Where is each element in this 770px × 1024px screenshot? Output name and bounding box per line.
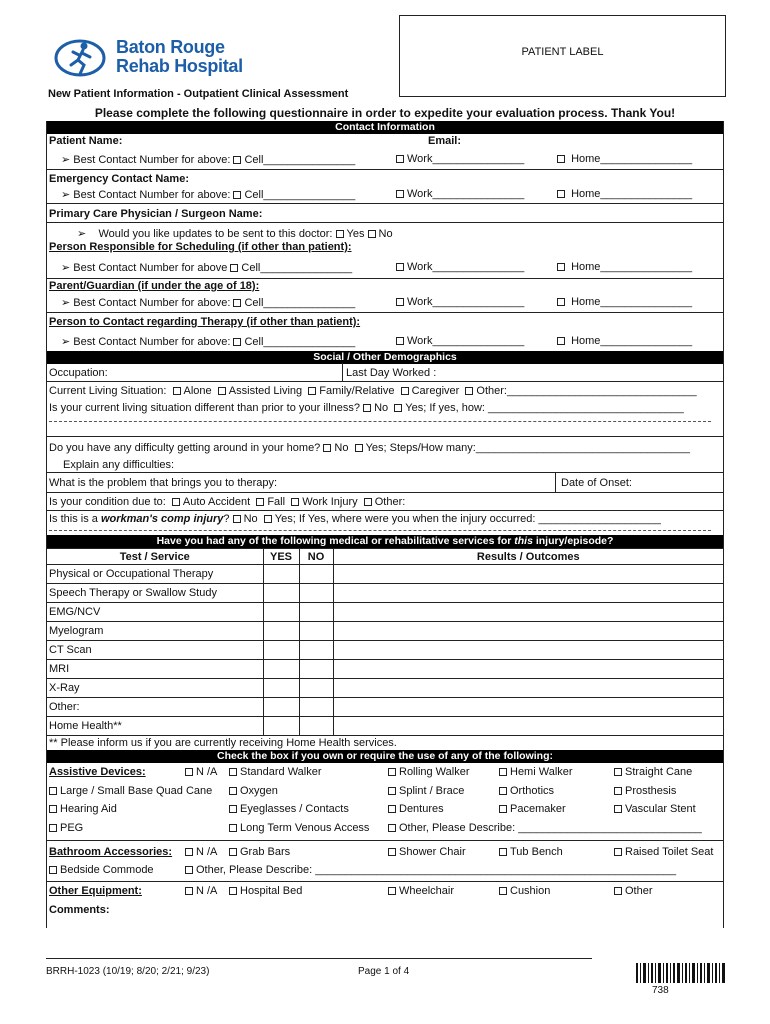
home-field[interactable]: Home_______________: [571, 261, 693, 273]
no-label: No: [378, 228, 393, 240]
na-checkbox[interactable]: [185, 768, 193, 776]
hospital-bed-checkbox[interactable]: [229, 887, 237, 895]
no-cell[interactable]: [299, 679, 333, 698]
no-cell[interactable]: [299, 698, 333, 717]
standard-walker-checkbox[interactable]: [229, 768, 237, 776]
work-field[interactable]: Work_______________: [407, 335, 525, 347]
item-label: Standard Walker: [240, 766, 322, 778]
living-situation-label: Current Living Situation:: [49, 385, 167, 397]
service-name: Other:: [47, 698, 263, 717]
therapy-contact-label: Person to Contact regarding Therapy (if other than patient):: [49, 316, 361, 328]
contact-heading: Contact Information: [47, 121, 723, 134]
home-field[interactable]: Home_______________: [571, 153, 693, 165]
hospital-logo: [54, 38, 264, 80]
patient-label-box: PATIENT LABEL: [399, 15, 726, 97]
raised-toilet-seat-checkbox[interactable]: [614, 848, 622, 856]
yes-cell[interactable]: [263, 565, 299, 584]
item-label: Dentures: [399, 803, 444, 815]
item-label: Vascular Stent: [625, 803, 696, 815]
services-heading-text: Have you had any of the following medical or rehabilitative services for: [156, 535, 515, 547]
last-day-worked-label: Last Day Worked :: [346, 367, 437, 379]
item-label: Orthotics: [510, 785, 555, 797]
service-name: X-Ray: [47, 679, 263, 698]
how-field[interactable]: Yes; If yes, how: ________________________________: [405, 402, 684, 414]
wc-where-field[interactable]: Yes; If Yes, where were you when the injury occurred: ____________________: [274, 513, 661, 525]
yes-cell[interactable]: [263, 717, 299, 736]
results-cell[interactable]: [333, 565, 723, 584]
home-checkbox[interactable]: [557, 190, 565, 198]
option-label: Caregiver: [411, 385, 460, 397]
item-label: Long Term Venous Access: [240, 822, 370, 834]
other-checkbox[interactable]: [465, 387, 473, 395]
results-cell[interactable]: [333, 622, 723, 641]
no-checkbox[interactable]: [323, 444, 331, 452]
email-label: Email:: [428, 135, 462, 147]
problem-label[interactable]: What is the problem that brings you to therapy:: [49, 477, 278, 489]
splint-checkbox[interactable]: [388, 787, 396, 795]
alone-checkbox[interactable]: [173, 387, 181, 395]
cell-checkbox[interactable]: [233, 299, 241, 307]
tub-bench-checkbox[interactable]: [499, 848, 507, 856]
item-label: Pacemaker: [510, 803, 566, 815]
best-contact-label: Best Contact Number for above:: [73, 336, 231, 348]
no-cell[interactable]: [299, 584, 333, 603]
home-field[interactable]: Home_______________: [571, 188, 693, 200]
item-label: PEG: [60, 822, 84, 834]
col-no: NO: [299, 549, 333, 565]
instructions: Please complete the following questionnaire in order to expedite your evaluation process. Thank You!: [94, 106, 676, 120]
pcp-label: Primary Care Physician / Surgeon Name:: [49, 208, 263, 220]
work-field[interactable]: Work_______________: [407, 261, 525, 273]
service-name: Physical or Occupational Therapy: [47, 565, 263, 584]
na-checkbox[interactable]: [185, 848, 193, 856]
onset-label[interactable]: Date of Onset:: [561, 477, 632, 489]
service-name: MRI: [47, 660, 263, 679]
logo-line-2: Rehab Hospital: [116, 56, 243, 76]
other-living-field[interactable]: Other:_______________________________: [476, 385, 697, 397]
hemi-walker-checkbox[interactable]: [499, 768, 507, 776]
cell-field[interactable]: Cell_______________: [241, 262, 353, 274]
assessment-form: Contact Information Patient Name: Email: ➢ Best Contact Number for above: Cell_______________ Work_______________ Home_______________ Emergency Contact Name: ➢ Best Contact Number for above: Cell_______________ Work_______________ Home_______________ Primary Care Physician / Surgeon Name: ➢ Would you like updates to be sent to this doctor: Yes No Person Responsible for Scheduling (if other than patient): ➢ Best Contact Number for above Cell_______________ Work_______________ Home_______________ Parent/Guardian (if under the age of 18): ➢ Best Contact Number for above: Cell_______________ Work_______________ Home_______________ Person to Contact regarding Therapy (if other than patient): ➢ Best Contact Number for above: Cell_______________ Work_______________ Home_______________ Social / Other Demographics Occupation: Last Day Worked : Current Living Situation: Alone Assisted Living Family/Relative Caregiver Other:_______________________________ Is your current living situation different than prior to your illness? No Yes; If yes, how: ________________________________ Do you have any difficulty getting around in your home? No Yes; Steps/How many:___________________________________ Explain any difficulties: What is the problem that brings you to therapy: Date of Onset: Is your condition due to: Auto Accident Fall Work Injury Other: Is this is a workman's comp injury? No Yes; If Yes, where were you when the injury occurred: ____________________ Have you had any of the following medical or rehabilitative services for this injury/episode? Test / Service YES NO Results / Outcomes Physical or Occupational Therapy Speech Therapy or Swallow Study EMG/NCV Myelogram CT Scan MRI X-Ray Other: Home Health** ** Please inform us if you are currently receiving Home Health services. Check the box if you own or require the use of any of the following: Assistive Devices: N /A Standard Walker Rolling Walker Hemi Walker Straight Cane Large / Small Base Quad Cane Oxygen Splint / Brace Orthotics Prosthesis Hearing Aid Eyeglasses / Contacts Dentures Pacemaker Vascular Stent PEG Long Term Venous Access Other, Please Describe: ______________________________ Bathroom Accessories: N /A Grab Bars Shower Chair Tub Bench Raised Toilet Seat Bedside Commode Other, Please Describe: ___________________________________________________________ Other Equipment: N /A Hospital Bed Wheelchair Cushion Other Comments:: [46, 121, 724, 928]
hearing-aid-checkbox[interactable]: [49, 805, 57, 813]
home-checkbox[interactable]: [557, 298, 565, 306]
other-equipment-label: Other Equipment:: [49, 885, 142, 897]
item-label: Splint / Brace: [399, 785, 465, 797]
page-number: Page 1 of 4: [358, 966, 410, 977]
table-row: [47, 622, 723, 641]
difficulty-question: Do you have any difficulty getting around in your home?: [49, 442, 321, 454]
barcode-number: 738: [652, 985, 669, 996]
option-label: Work Injury: [302, 496, 358, 508]
yes-label: Yes: [346, 228, 365, 240]
caregiver-checkbox[interactable]: [401, 387, 409, 395]
answer-line[interactable]: [49, 421, 711, 422]
home-field[interactable]: Home_______________: [571, 335, 693, 347]
no-cell[interactable]: [299, 565, 333, 584]
best-contact-label: Best Contact Number for above: [73, 262, 228, 274]
no-label: No: [243, 513, 258, 525]
item-label: Hospital Bed: [240, 885, 303, 897]
other-assistive-field[interactable]: Other, Please Describe: ______________________________: [399, 822, 702, 834]
table-row: [47, 584, 723, 603]
col-test-service: Test / Service: [47, 549, 263, 565]
work-checkbox[interactable]: [396, 298, 404, 306]
venous-access-checkbox[interactable]: [229, 824, 237, 832]
no-cell[interactable]: [299, 660, 333, 679]
yes-checkbox[interactable]: [394, 404, 402, 412]
service-name: Home Health**: [47, 717, 263, 736]
runner-logo-icon: [54, 38, 110, 78]
cell-checkbox[interactable]: [230, 264, 238, 272]
prosthesis-checkbox[interactable]: [614, 787, 622, 795]
yes-cell[interactable]: [263, 584, 299, 603]
orthotics-checkbox[interactable]: [499, 787, 507, 795]
patient-name-label: Patient Name:: [49, 135, 123, 147]
home-field[interactable]: Home_______________: [571, 296, 693, 308]
oxygen-checkbox[interactable]: [229, 787, 237, 795]
living-diff-question: Is your current living situation different than prior to your illness?: [49, 402, 361, 414]
yes-cell[interactable]: [263, 622, 299, 641]
updates-no-checkbox[interactable]: [368, 230, 376, 238]
shower-chair-checkbox[interactable]: [388, 848, 396, 856]
item-label: Large / Small Base Quad Cane: [60, 785, 213, 797]
home-health-note: ** Please inform us if you are currently receiving Home Health services.: [49, 737, 397, 749]
other-assistive-checkbox[interactable]: [388, 824, 396, 832]
wc-emphasis: workman's comp injury: [100, 513, 224, 525]
cell-field[interactable]: Cell_______________: [244, 336, 356, 348]
no-cell[interactable]: [299, 641, 333, 660]
no-cell[interactable]: [299, 622, 333, 641]
home-checkbox[interactable]: [557, 263, 565, 271]
col-yes: YES: [263, 549, 299, 565]
rolling-walker-checkbox[interactable]: [388, 768, 396, 776]
cell-checkbox[interactable]: [233, 338, 241, 346]
services-heading-em: this: [514, 535, 533, 547]
scheduling-person-label: Person Responsible for Scheduling (if other than patient):: [49, 241, 352, 253]
work-checkbox[interactable]: [396, 190, 404, 198]
best-contact-label: Best Contact Number for above:: [73, 189, 231, 201]
peg-checkbox[interactable]: [49, 824, 57, 832]
home-checkbox[interactable]: [557, 155, 565, 163]
fall-checkbox[interactable]: [256, 498, 264, 506]
bathroom-accessories-label: Bathroom Accessories:: [49, 846, 173, 858]
yes-cell[interactable]: [263, 698, 299, 717]
results-cell[interactable]: [333, 660, 723, 679]
divider: [46, 958, 592, 959]
option-label: Auto Accident: [182, 496, 251, 508]
answer-line[interactable]: [49, 530, 711, 531]
other-bath-field[interactable]: Other, Please Describe: ___________________________________________________________: [196, 864, 677, 876]
wheelchair-checkbox[interactable]: [388, 887, 396, 895]
grab-bars-checkbox[interactable]: [229, 848, 237, 856]
cell-field[interactable]: Cell_______________: [244, 297, 356, 309]
work-checkbox[interactable]: [396, 155, 404, 163]
updates-question: Would you like updates to be sent to this doctor:: [98, 228, 333, 240]
item-label: Shower Chair: [399, 846, 466, 858]
steps-field[interactable]: Yes; Steps/How many:___________________________________: [365, 442, 690, 454]
results-cell[interactable]: [333, 698, 723, 717]
work-field[interactable]: Work_______________: [407, 296, 525, 308]
work-checkbox[interactable]: [396, 263, 404, 271]
home-checkbox[interactable]: [557, 337, 565, 345]
results-cell[interactable]: [333, 641, 723, 660]
option-label: Assisted Living: [228, 385, 303, 397]
table-row: [47, 565, 723, 584]
results-cell[interactable]: [333, 584, 723, 603]
no-cell[interactable]: [299, 603, 333, 622]
item-label: Tub Bench: [510, 846, 563, 858]
option-label: Fall: [267, 496, 286, 508]
no-checkbox[interactable]: [363, 404, 371, 412]
service-name: Myelogram: [47, 622, 263, 641]
family-checkbox[interactable]: [308, 387, 316, 395]
na-checkbox[interactable]: [185, 887, 193, 895]
comments-area[interactable]: [47, 901, 723, 928]
table-row: [47, 641, 723, 660]
item-label: Straight Cane: [625, 766, 693, 778]
no-label: No: [374, 402, 389, 414]
item-label: Hearing Aid: [60, 803, 117, 815]
dentures-checkbox[interactable]: [388, 805, 396, 813]
emergency-contact-label: Emergency Contact Name:: [49, 173, 189, 185]
cell-field[interactable]: Cell_______________: [244, 154, 356, 166]
item-label: Bedside Commode: [60, 864, 154, 876]
work-field[interactable]: Work_______________: [407, 153, 525, 165]
updates-yes-checkbox[interactable]: [336, 230, 344, 238]
results-cell[interactable]: [333, 679, 723, 698]
services-table: [47, 548, 723, 736]
wc-question: Is this is a: [49, 513, 101, 525]
no-label: No: [334, 442, 349, 454]
results-cell[interactable]: [333, 717, 723, 736]
cell-checkbox[interactable]: [233, 191, 241, 199]
option-label: Alone: [183, 385, 212, 397]
table-row: [47, 698, 723, 717]
no-cell[interactable]: [299, 717, 333, 736]
assistive-devices-label: Assistive Devices:: [49, 766, 146, 778]
cell-checkbox[interactable]: [233, 156, 241, 164]
yes-checkbox[interactable]: [355, 444, 363, 452]
equipment-heading: Check the box if you own or require the use of any of the following:: [47, 750, 723, 763]
cell-field[interactable]: Cell_______________: [244, 189, 356, 201]
assisted-living-checkbox[interactable]: [218, 387, 226, 395]
best-contact-label: Best Contact Number for above:: [73, 154, 231, 166]
service-name: Speech Therapy or Swallow Study: [47, 584, 263, 603]
table-row: [47, 660, 723, 679]
item-label: Rolling Walker: [399, 766, 470, 778]
comments-label: Comments:: [49, 904, 110, 916]
pacemaker-checkbox[interactable]: [499, 805, 507, 813]
table-row: [47, 717, 723, 736]
yes-cell[interactable]: [263, 660, 299, 679]
best-contact-label: Best Contact Number for above:: [73, 297, 231, 309]
yes-cell[interactable]: [263, 641, 299, 660]
quad-cane-checkbox[interactable]: [49, 787, 57, 795]
option-label: Family/Relative: [319, 385, 395, 397]
guardian-label: Parent/Guardian (if under the age of 18):: [49, 280, 260, 292]
best-contact-line: ➢ Best Contact Number for above: Cell_______________: [61, 154, 356, 166]
service-name: EMG/NCV: [47, 603, 263, 622]
vascular-stent-checkbox[interactable]: [614, 805, 622, 813]
eyeglasses-checkbox[interactable]: [229, 805, 237, 813]
col-results: Results / Outcomes: [333, 549, 723, 565]
item-label: Grab Bars: [240, 846, 291, 858]
na-label: N /A: [196, 766, 218, 778]
results-cell[interactable]: [333, 603, 723, 622]
work-checkbox[interactable]: [396, 337, 404, 345]
item-label: Raised Toilet Seat: [625, 846, 714, 858]
straight-cane-checkbox[interactable]: [614, 768, 622, 776]
explain-label[interactable]: Explain any difficulties:: [63, 459, 175, 471]
cushion-checkbox[interactable]: [499, 887, 507, 895]
yes-cell[interactable]: [263, 679, 299, 698]
item-label: Cushion: [510, 885, 551, 897]
form-code: BRRH-1023 (10/19; 8/20; 2/21; 9/23): [46, 966, 210, 977]
bedside-commode-checkbox[interactable]: [49, 866, 57, 874]
item-label: Eyeglasses / Contacts: [240, 803, 349, 815]
na-label: N /A: [196, 885, 218, 897]
work-field[interactable]: Work_______________: [407, 188, 525, 200]
other-bath-checkbox[interactable]: [185, 866, 193, 874]
item-label: Other: [625, 885, 653, 897]
item-label: Wheelchair: [399, 885, 455, 897]
other-checkbox[interactable]: [364, 498, 372, 506]
auto-accident-checkbox[interactable]: [172, 498, 180, 506]
occupation-label: Occupation:: [49, 367, 108, 379]
item-label: Hemi Walker: [510, 766, 573, 778]
option-label: Other:: [374, 496, 406, 508]
item-label: Oxygen: [240, 785, 278, 797]
no-checkbox[interactable]: [233, 515, 241, 523]
logo-line-1: Baton Rouge: [116, 37, 225, 57]
item-label: Prosthesis: [625, 785, 677, 797]
services-heading: [47, 535, 723, 548]
other-equipment-checkbox[interactable]: [614, 887, 622, 895]
services-heading-end: injury/episode?: [532, 535, 614, 547]
service-name: CT Scan: [47, 641, 263, 660]
table-row: [47, 603, 723, 622]
work-injury-checkbox[interactable]: [291, 498, 299, 506]
wc-question-end: ?: [223, 513, 230, 525]
due-to-label: Is your condition due to:: [49, 496, 166, 508]
yes-checkbox[interactable]: [264, 515, 272, 523]
social-heading: Social / Other Demographics: [47, 351, 723, 364]
form-title: New Patient Information - Outpatient Clinical Assessment: [48, 88, 349, 100]
table-row: [47, 679, 723, 698]
na-label: N /A: [196, 846, 218, 858]
yes-cell[interactable]: [263, 603, 299, 622]
